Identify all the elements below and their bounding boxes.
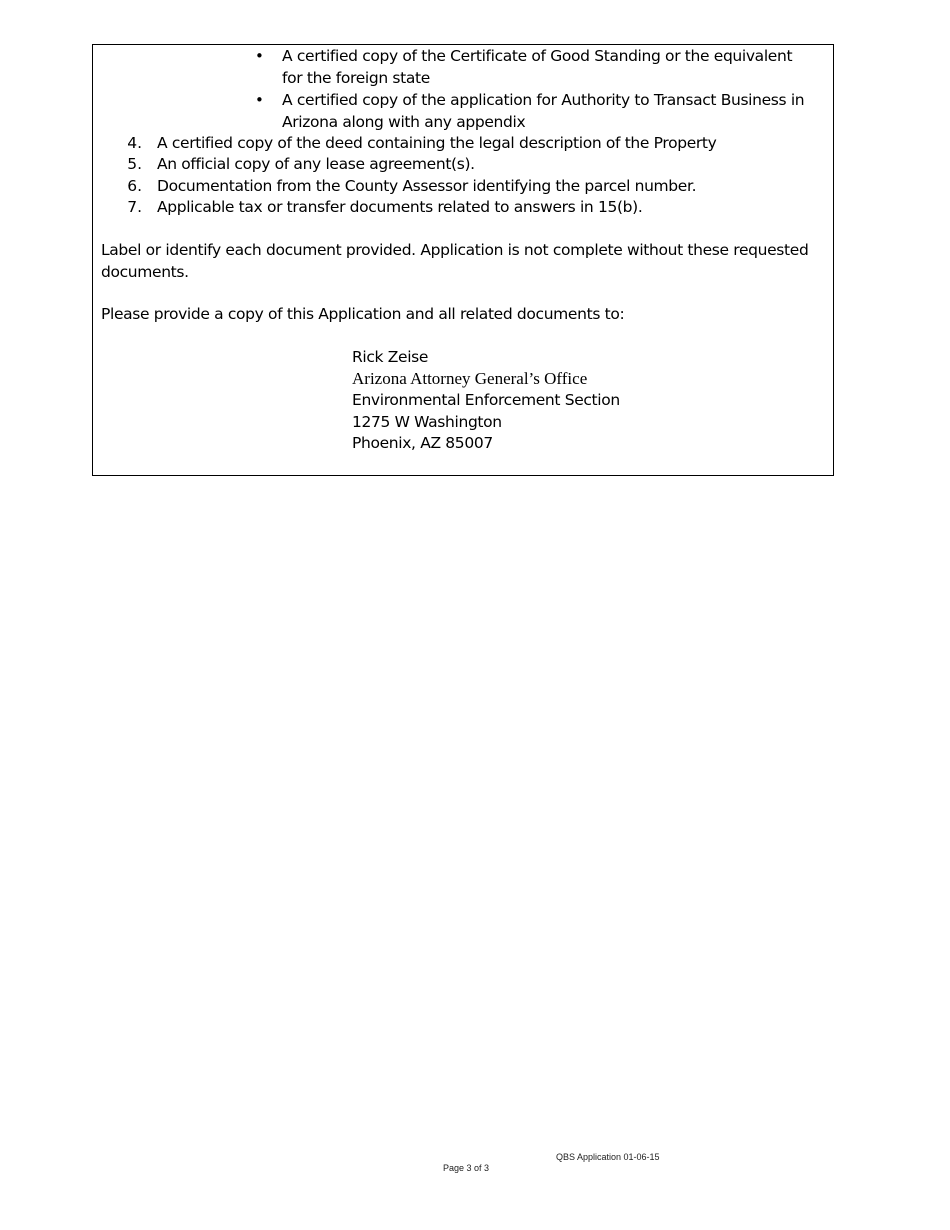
- address-city: Phoenix, AZ 85007: [352, 434, 493, 452]
- bullet-text-line: A certified copy of the Certificate of Good Standing or the equivalent: [282, 47, 793, 65]
- address-street: 1275 W Washington: [352, 413, 502, 431]
- address-office: Arizona Attorney General’s Office: [352, 369, 588, 388]
- list-item-text: A certified copy of the deed containing the legal description of the Property: [157, 134, 717, 152]
- bullet-text-line: A certified copy of the application for Authority to Transact Business in: [282, 91, 805, 109]
- list-number: 4.: [127, 134, 142, 152]
- address-name: Rick Zeise: [352, 348, 429, 366]
- bullet-marker: •: [255, 91, 264, 109]
- list-item-text: Applicable tax or transfer documents related to answers in 15(b).: [157, 198, 643, 216]
- list-item-text: An official copy of any lease agreement(s).: [157, 155, 475, 173]
- note-text-line: documents.: [101, 263, 189, 281]
- list-number: 6.: [127, 177, 142, 195]
- list-item-text: Documentation from the County Assessor identifying the parcel number.: [157, 177, 697, 195]
- list-number: 5.: [127, 155, 142, 173]
- footer-page-number: Page 3 of 3: [443, 1163, 490, 1173]
- address-section: Environmental Enforcement Section: [352, 391, 620, 409]
- footer-doc-id: QBS Application 01-06-15: [556, 1152, 660, 1162]
- instruction-text: Please provide a copy of this Application and all related documents to:: [101, 305, 625, 323]
- bullet-marker: •: [255, 47, 264, 65]
- bullet-text-line: Arizona along with any appendix: [282, 113, 526, 131]
- note-text-line: Label or identify each document provided. Application is not complete without these requested: [101, 241, 809, 259]
- bullet-text-line: for the foreign state: [282, 69, 430, 87]
- list-number: 7.: [127, 198, 142, 216]
